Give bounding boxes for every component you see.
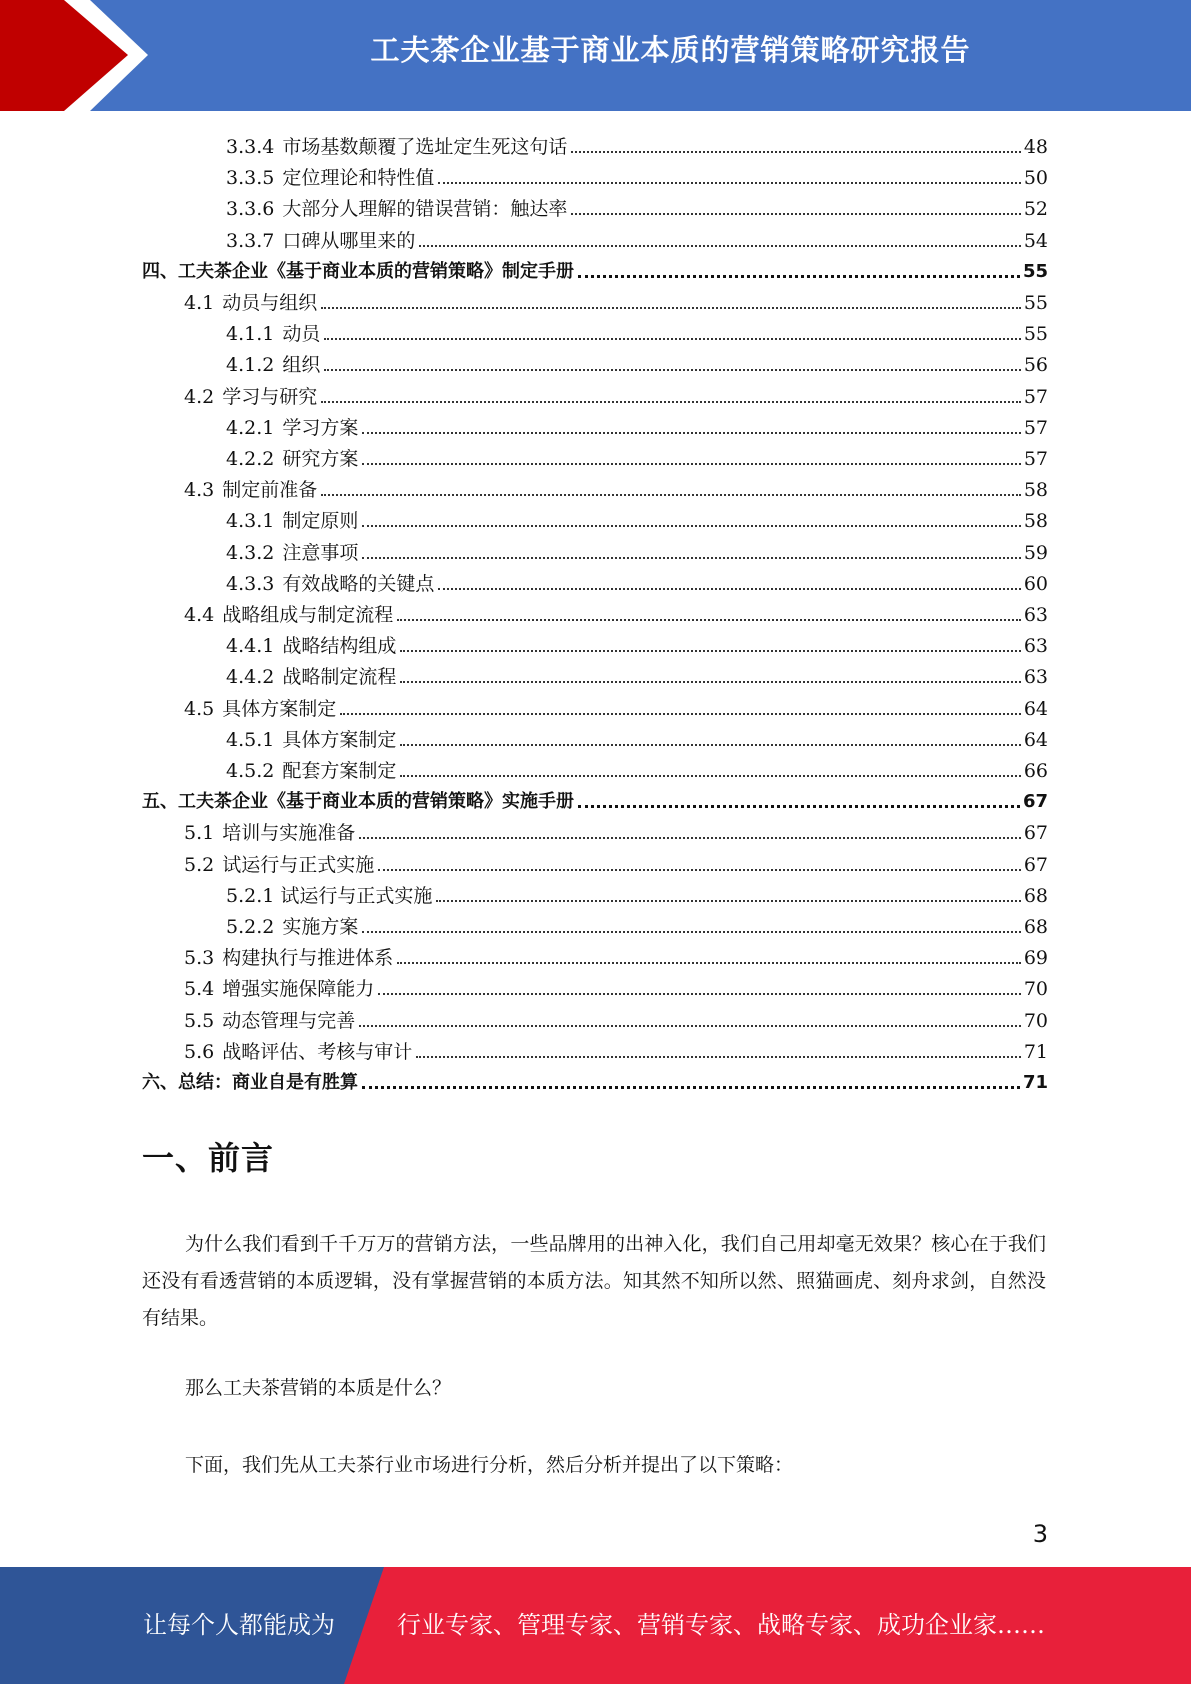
toc-dot-leader: [571, 213, 1020, 215]
toc-entry-page: 55: [1022, 260, 1048, 282]
header-arrow-decoration: [0, 0, 150, 111]
toc-dot-leader: [359, 837, 1021, 839]
toc-entry-number: 4.3.3: [226, 572, 275, 595]
toc-dot-leader: [578, 275, 1020, 278]
toc-entry-page: 57: [1023, 416, 1048, 439]
toc-entry-page: 70: [1023, 978, 1048, 1001]
toc-entry-page: 48: [1023, 136, 1048, 158]
toc-entry-number: 4.4.2: [226, 666, 275, 689]
toc-entry-number: 4.3.1: [226, 510, 275, 533]
toc-entry-number: 4.2.1: [226, 416, 275, 439]
toc-entry[interactable]: [142, 1064, 1048, 1095]
toc-dot-leader: [362, 525, 1020, 527]
toc-entry-page: 68: [1023, 916, 1048, 938]
toc-entry[interactable]: [226, 752, 1048, 783]
toc-entry-page: 52: [1023, 198, 1048, 221]
toc-entry-number: 4.2: [184, 385, 215, 408]
toc-entry[interactable]: [184, 939, 1048, 970]
toc-entry-page: 64: [1023, 728, 1048, 751]
toc-entry[interactable]: [226, 315, 1048, 346]
header-title: 工夫茶企业基于商业本质的营销策略研究报告: [370, 33, 971, 67]
toc-entry-number: 4.4.1: [226, 635, 275, 658]
toc-entry[interactable]: [184, 970, 1048, 1001]
toc-entry-label: 战略结构组成: [282, 635, 397, 658]
toc-dot-leader: [321, 401, 1021, 403]
toc-dot-leader: [362, 931, 1020, 933]
toc-entry-label: 试运行与正式实施: [222, 853, 375, 876]
toc-entry-number: 3.3.5: [226, 167, 275, 190]
toc-entry-label: 组织: [282, 354, 321, 377]
toc-entry[interactable]: [184, 596, 1048, 627]
toc-entry-number: 3.3.6: [226, 198, 275, 221]
toc-entry[interactable]: [184, 846, 1048, 877]
toc-entry-label: 战略评估、考核与审计: [222, 1040, 413, 1063]
toc-entry-label: 具体方案制定: [222, 697, 337, 720]
toc-entry-number: 5.3: [184, 947, 215, 970]
toc-entry-page: 54: [1023, 229, 1048, 252]
toc-entry-label: 研究方案: [282, 448, 359, 470]
toc-dot-leader: [378, 869, 1021, 871]
toc-entry-page: 63: [1023, 635, 1048, 658]
toc-entry-page: 71: [1023, 1040, 1048, 1063]
toc-entry-page: 63: [1023, 666, 1048, 689]
toc-entry[interactable]: [226, 721, 1048, 752]
toc-entry-page: 60: [1023, 572, 1048, 595]
toc-dot-leader: [321, 494, 1021, 496]
toc-entry-number: 4.5.2: [226, 760, 275, 782]
toc-dot-leader: [359, 1025, 1021, 1027]
toc-entry[interactable]: [226, 346, 1048, 377]
toc-entry-number: 5.2: [184, 853, 215, 876]
toc-entry-page: 56: [1023, 354, 1048, 377]
toc-entry-number: 4.3: [184, 479, 215, 502]
toc-entry-page: 64: [1023, 697, 1048, 720]
toc-dot-leader: [324, 338, 1020, 340]
toc-entry-page: 59: [1023, 541, 1048, 564]
toc-entry-number: 5.1: [184, 822, 215, 845]
toc-entry[interactable]: [142, 783, 1048, 814]
toc-dot-leader: [362, 432, 1020, 434]
footer-slogan-left: 让每个人都能成为: [143, 1611, 335, 1639]
toc-entry-page: 67: [1022, 791, 1048, 813]
toc-entry-number: 5.5: [184, 1009, 215, 1032]
toc-dot-leader: [362, 463, 1020, 465]
footer-slogan-right: 行业专家、管理专家、营销专家、战略专家、成功企业家……: [397, 1611, 1045, 1639]
toc-entry-number: 3.3.7: [226, 229, 275, 252]
toc-dot-leader: [438, 182, 1020, 184]
toc-entry[interactable]: [184, 1033, 1048, 1064]
toc-entry[interactable]: [226, 502, 1048, 533]
toc-entry-label: 配套方案制定: [282, 760, 397, 782]
toc-dot-leader: [571, 151, 1020, 153]
toc-entry-label: 培训与实施准备: [222, 822, 356, 845]
toc-entry-label: 学习方案: [282, 416, 359, 439]
toc-entry-label: 定位理论和特性值: [282, 167, 435, 190]
toc-entry-page: 70: [1023, 1009, 1048, 1032]
toc-entry-page: 55: [1023, 323, 1048, 346]
toc-entry-number: 4.1.2: [226, 354, 275, 377]
toc-dot-leader: [362, 557, 1020, 559]
toc-entry[interactable]: [226, 534, 1048, 565]
toc-entry-number: 4.2.2: [226, 448, 275, 470]
toc-entry-page: 69: [1023, 947, 1048, 970]
toc-entry-number: 4.1.1: [226, 323, 275, 346]
toc-dot-leader: [436, 900, 1020, 902]
toc-dot-leader: [419, 245, 1020, 247]
toc-entry-label: 战略组成与制定流程: [222, 604, 394, 626]
question-paragraph: 那么工夫茶营销的本质是什么？: [185, 1377, 452, 1399]
toc-entry-number: 5.2.2: [226, 916, 275, 938]
toc-entry[interactable]: [226, 877, 1048, 908]
toc-entry-number: 5.6: [184, 1040, 215, 1063]
toc-entry[interactable]: [142, 253, 1048, 284]
toc-entry-label: 增强实施保障能力: [222, 978, 375, 1001]
toc-dot-leader: [400, 775, 1020, 777]
toc-dot-leader: [438, 588, 1020, 590]
toc-entry-label: 动员: [282, 323, 321, 346]
toc-entry[interactable]: [226, 908, 1048, 939]
toc-entry-label: 动员与组织: [222, 292, 318, 314]
toc-dot-leader: [416, 1056, 1021, 1058]
toc-entry-label: 六、总结：商业自是有胜算: [142, 1072, 358, 1093]
toc-entry-page: 57: [1023, 448, 1048, 470]
toc-entry[interactable]: [226, 190, 1048, 221]
toc-entry[interactable]: [226, 128, 1048, 159]
toc-dot-leader: [324, 369, 1020, 371]
toc-entry-label: 大部分人理解的错误营销：触达率: [282, 198, 568, 221]
toc-entry[interactable]: [226, 627, 1048, 658]
toc-entry[interactable]: [226, 409, 1048, 440]
toc-entry-page: 58: [1023, 479, 1048, 502]
toc-entry[interactable]: [226, 565, 1048, 596]
toc-entry-page: 50: [1023, 167, 1048, 190]
page-number: 3: [1032, 1520, 1048, 1548]
toc-entry-number: 4.5: [184, 697, 215, 720]
toc-entry[interactable]: [226, 658, 1048, 689]
toc-entry-label: 口碑从哪里来的: [282, 229, 416, 252]
toc-dot-leader: [400, 650, 1020, 652]
toc-dot-leader: [397, 962, 1021, 964]
toc-entry-page: 67: [1023, 853, 1048, 876]
toc-entry-number: 4.5.1: [226, 728, 275, 751]
transition-paragraph: 下面，我们先从工夫茶行业市场进行分析，然后分析并提出了以下策略：: [185, 1454, 794, 1476]
toc-entry-label: 五、工夫茶企业《基于商业本质的营销策略》实施手册: [142, 791, 574, 813]
toc-entry-number: 5.4: [184, 978, 215, 1001]
toc-entry[interactable]: [226, 440, 1048, 471]
toc-entry-label: 学习与研究: [222, 385, 318, 408]
toc-entry-page: 55: [1023, 292, 1048, 314]
toc-entry-label: 具体方案制定: [282, 728, 397, 751]
toc-entry-number: 3.3.4: [226, 136, 275, 158]
toc-entry-page: 57: [1023, 385, 1048, 408]
toc-entry[interactable]: [226, 222, 1048, 253]
toc-entry-label: 制定原则: [282, 510, 359, 533]
toc-entry-number: 4.3.2: [226, 541, 275, 564]
toc-dot-leader: [397, 619, 1021, 621]
toc-entry[interactable]: [184, 284, 1048, 315]
toc-entry[interactable]: [184, 1002, 1048, 1033]
toc-dot-leader: [362, 1086, 1020, 1089]
toc-entry-number: 4.1: [184, 292, 215, 314]
toc-dot-leader: [400, 681, 1020, 683]
toc-entry-page: 63: [1023, 604, 1048, 626]
toc-entry-page: 71: [1022, 1072, 1048, 1093]
page-header: [0, 0, 1191, 111]
page-footer: [0, 1567, 1191, 1684]
toc-entry-number: 4.4: [184, 604, 215, 626]
toc-entry[interactable]: [226, 159, 1048, 190]
toc-entry-label: 注意事项: [282, 541, 359, 564]
toc-dot-leader: [321, 307, 1021, 309]
toc-dot-leader: [340, 713, 1021, 715]
toc-entry-label: 有效战略的关键点: [282, 572, 435, 595]
toc-entry-label: 市场基数颠覆了选址定生死这句话: [282, 136, 568, 158]
section-heading: 一、前言: [142, 1139, 275, 1177]
toc-entry-label: 四、工夫茶企业《基于商业本质的营销策略》制定手册: [142, 260, 574, 282]
toc-entry[interactable]: [184, 471, 1048, 502]
toc-entry-page: 68: [1023, 884, 1048, 907]
toc-entry-page: 67: [1023, 822, 1048, 845]
toc-entry-page: 58: [1023, 510, 1048, 533]
toc-entry-label: 5.2.1 试运行与正式实施: [226, 884, 433, 907]
toc-entry-label: 战略制定流程: [282, 666, 397, 689]
toc-entry-page: 66: [1023, 760, 1048, 782]
toc-entry[interactable]: [184, 378, 1048, 409]
toc-entry-label: 制定前准备: [222, 479, 318, 502]
toc-dot-leader: [400, 744, 1020, 746]
toc-dot-leader: [378, 993, 1021, 995]
toc-entry[interactable]: [184, 690, 1048, 721]
toc-dot-leader: [578, 805, 1020, 808]
toc-entry-label: 实施方案: [282, 916, 359, 938]
toc-entry[interactable]: [184, 814, 1048, 845]
toc-entry-label: 构建执行与推进体系: [222, 947, 394, 970]
intro-paragraph: 为什么我们看到千千万万的营销方法，一些品牌用的出神入化，我们自己用却毫无效果？核心在于我们还没有看透营销的本质逻辑，没有掌握营销的本质方法。知其然不知所以然、照猫画虎、刻舟求剑，自然没有结果。: [142, 1233, 1046, 1329]
toc-entry-label: 动态管理与完善: [222, 1009, 356, 1032]
